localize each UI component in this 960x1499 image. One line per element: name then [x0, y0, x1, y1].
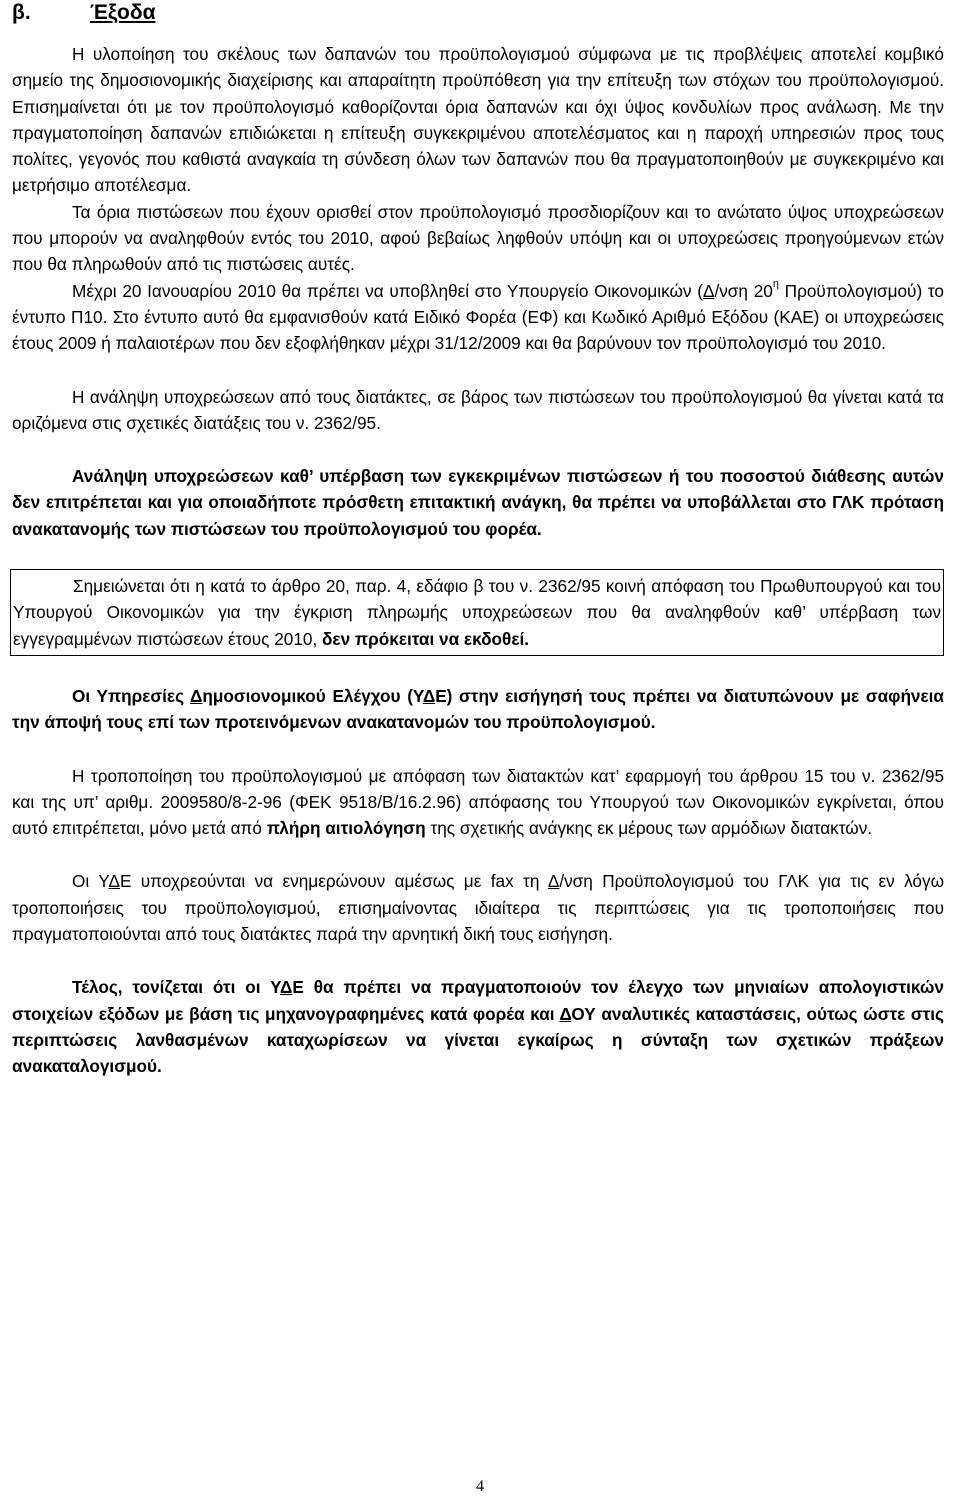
section-heading: [12, 0, 944, 26]
note-box: [10, 569, 944, 656]
paragraph-credit-limits: Τα όρια πιστώσεων που έχουν ορισθεί στον προϋπολογισμό προσδιορίζουν και το ανώτατο ύψος υποχρεώσεων που μπορούν να αναληφθούν εντός του 2010, αφού βεβαίως ληφθούν υπόψη και οι υποχρεώσεις προηγούμενων ετών που θα πληρωθούν από τις πιστώσεις αυτές.: [12, 201, 944, 275]
paragraph-budget-amendment: Η τροποποίηση του προϋπολογισμού με απόφαση των διατακτών κατ’ εφαρμογή του άρθρου 15 του ν. 2362/95 και της υπ’ αριθμ. 2009580/8-2-96 (ΦΕΚ 9518/Β/16.2.96) απόφασης του Υπουργού των Οικονομικών εγκρίνεται, όπου αυτό επιτρέπεται, μόνο μετά από πλήρη αιτιολόγηση της σχετικής ανάγκης εκ μέρους των αρμόδιων διατακτών.: [12, 765, 944, 839]
paragraph-overrun-warning: Ανάληψη υποχρεώσεων καθ’ υπέρβαση των εγκεκριμένων πιστώσεων ή του ποσοστού διάθεσης αυτών δεν επιτρέπεται και για οποιαδήποτε πρόσθετη επιτακτική ανάγκη, θα πρέπει να υποβάλλεται στο ΓΛΚ πρόταση ανακατανομής των πιστώσεων του προϋπολογισμού του φορέα.: [12, 466, 944, 539]
section-number: β.: [12, 1, 31, 24]
section-title: Έξοδα: [90, 1, 156, 24]
document-page: [12, 0, 944, 1080]
paragraph-commitments: Η ανάληψη υποχρεώσεων από τους διατάκτες, σε βάρος των πιστώσεων του προϋπολογισμού θα γίνεται κατά τα οριζόμενα στις σχετικές διατάξεις του ν. 2362/95.: [12, 386, 944, 433]
paragraph-closing: Τέλος, τονίζεται ότι οι ΥΔΕ θα πρέπει να πραγματοποιούν τον έλεγχο των μηνιαίων απολογιστικών στοιχείων εξόδων με βάση τις μηχανογραφημένες κατά φορέα και ΔΟΥ αναλυτικές καταστάσεις, ούτως ώστε στις περιπτώσεις λανθασμένων καταχωρίσεων να γίνεται εγκαίρως η σύνταξη των σχετικών πράξεων ανακαταλογισμού.: [12, 977, 944, 1077]
paragraph-audit-services: Οι Υπηρεσίες Δημοσιονομικού Ελέγχου (ΥΔΕ) στην εισήγησή τους πρέπει να διατυπώνουν με σαφήνεια την άποψή τους επί των προτεινόμενων ανακατανομών του προϋπολογισμού.: [12, 685, 944, 733]
paragraph-form-p10: Μέχρι 20 Ιανουαρίου 2010 θα πρέπει να υποβληθεί στο Υπουργείο Οικονομικών (Δ/νση $20^\eta$ Προϋπολογισμού) το έντυπο Π10. Στο έντυπο αυτό θα εμφανισθούν κατά Ειδικό Φορέα (ΕΦ) και Κωδικό Αριθμό Εξόδου (ΚΑΕ) οι υποχρεώσεις έτους 2009 ή παλαιοτέρων που δεν εξοφλήθηκαν μέχρι 31/12/2009 και θα βαρύνουν τον προϋπολογισμό του 2010.: [12, 277, 944, 354]
paragraph-note: Σημειώνεται ότι η κατά το άρθρο 20, παρ. 4, εδάφιο β του ν. 2362/95 κοινή απόφαση του Πρωθυπουργού και του Υπουργού Οικονομικών για την έγκριση πληρωμής υποχρεώσεων που θα αναληφθούν καθ’ υπέρβαση των εγγεγραμμένων πιστώσεων έτους 2010, δεν πρόκειται να εκδοθεί.: [13, 576, 941, 649]
paragraph-intro: Η υλοποίηση του σκέλους των δαπανών του προϋπολογισμού σύμφωνα με τις προβλέψεις αποτελεί κομβικό σημείο της δημοσιονομικής διαχείρισης και απαραίτητη προϋπόθεση για την επίτευξη των στόχων του προϋπολογισμού. Επισημαίνεται ότι με τον προϋπολογισμό καθορίζονται όρια δαπανών και όχι ύψος κονδυλίων προς ανάλωση. Με την πραγματοποίηση δαπανών επιδιώκεται η επίτευξη συγκεκριμένου αποτελέσματος και η παροχή υπηρεσιών προς τους πολίτες, γεγονός που καθιστά αναγκαία τη σύνδεση όλων των δαπανών που θα πραγματοποιηθούν με συγκεκριμένο και μετρήσιμο αποτέλεσμα.: [12, 44, 944, 196]
paragraph-fax-notification: Οι ΥΔΕ υποχρεούνται να ενημερώνουν αμέσως με fax τη Δ/νση Προϋπολογισμού του ΓΛΚ για τις εν λόγω τροποποιήσεις του προϋπολογισμού, επισημαίνοντας ιδιαίτερα τις περιπτώσεις για τις τροποποιήσεις που πραγματοποιούνται από τους διατάκτες παρά την αρνητική δική τους εισήγηση.: [12, 871, 945, 945]
page-number: 4: [476, 1478, 484, 1495]
